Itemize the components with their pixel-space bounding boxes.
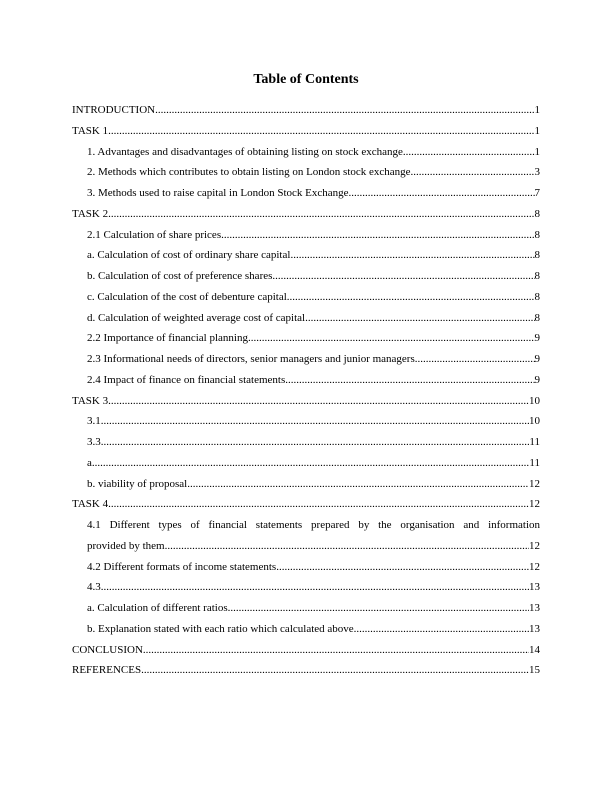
toc-entry[interactable] bbox=[72, 660, 540, 681]
toc-entry[interactable] bbox=[72, 162, 540, 183]
toc-entry-label: 4.2 Different formats of income statements bbox=[87, 560, 277, 573]
toc-leader-dots bbox=[354, 619, 529, 640]
toc-page-number: 12 bbox=[529, 539, 540, 552]
toc-entry-label: 4.3 bbox=[87, 581, 101, 594]
toc-entry-label: 3. Methods used to raise capital in London Stock Exchange bbox=[87, 187, 349, 199]
toc-leader-dots bbox=[155, 100, 534, 121]
toc-page-number: 8 bbox=[534, 228, 540, 241]
toc-entry-label: d. Calculation of weighted average cost of capital bbox=[87, 311, 306, 324]
toc-leader-dots bbox=[305, 308, 534, 329]
toc-entry-label: 2.3 Informational needs of directors, senior managers and junior managers bbox=[87, 353, 415, 365]
toc-page-number: 8 bbox=[534, 207, 540, 220]
toc-entry[interactable] bbox=[72, 121, 540, 142]
toc-page-number: 7 bbox=[534, 187, 540, 199]
page-title: Table of Contents bbox=[253, 72, 359, 87]
toc-entry[interactable] bbox=[72, 557, 540, 578]
toc-entry[interactable] bbox=[72, 287, 540, 308]
toc-entry[interactable] bbox=[72, 640, 540, 661]
toc-entry[interactable] bbox=[72, 432, 540, 453]
toc-entry[interactable] bbox=[72, 204, 540, 225]
toc-entry-label: CONCLUSION bbox=[72, 643, 143, 656]
toc-leader-dots bbox=[108, 391, 529, 412]
toc-entry[interactable] bbox=[72, 453, 540, 474]
toc-leader-dots bbox=[101, 411, 529, 432]
toc-entry[interactable] bbox=[72, 349, 540, 370]
toc-entry-label: b. Explanation stated with each ratio which calculated above bbox=[87, 622, 354, 635]
toc-entry-label: TASK 3 bbox=[72, 394, 109, 407]
toc-entry-label: 1. Advantages and disadvantages of obtaining listing on stock exchange bbox=[87, 145, 403, 158]
toc-leader-dots bbox=[290, 245, 534, 266]
toc-leader-dots bbox=[248, 328, 535, 349]
toc-entry-label: 3.3 bbox=[87, 436, 101, 448]
toc-leader-dots bbox=[415, 349, 535, 370]
toc-page-number: 3 bbox=[534, 166, 540, 179]
toc-leader-dots bbox=[287, 287, 535, 308]
toc-entry[interactable] bbox=[72, 142, 540, 163]
toc-page-number: 13 bbox=[529, 602, 540, 614]
toc-entry-label: b. viability of proposal bbox=[87, 477, 188, 490]
toc-leader-dots bbox=[285, 370, 534, 391]
toc-entry[interactable] bbox=[72, 100, 540, 121]
toc-entry-label: 2.4 Impact of finance on financial statements bbox=[87, 373, 286, 386]
toc-leader-dots bbox=[95, 453, 530, 474]
toc-page-number: 10 bbox=[529, 394, 540, 407]
toc-leader-dots bbox=[108, 121, 534, 142]
toc-leader-dots bbox=[349, 183, 535, 204]
toc-entry-label: c. Calculation of the cost of debenture capital bbox=[87, 290, 287, 303]
toc-page-number: 8 bbox=[534, 290, 540, 303]
table-of-contents bbox=[72, 100, 540, 681]
toc-entry-label: b. Calculation of cost of preference shares bbox=[87, 270, 273, 282]
toc-page-number: 1 bbox=[534, 124, 540, 137]
toc-leader-dots bbox=[403, 142, 535, 163]
toc-page-number: 9 bbox=[534, 373, 540, 386]
toc-page-number: 12 bbox=[529, 560, 540, 573]
toc-entry-label: TASK 4 bbox=[72, 498, 109, 511]
toc-page-number: 9 bbox=[534, 332, 540, 345]
toc-entry[interactable] bbox=[72, 245, 540, 266]
toc-page-number: 11 bbox=[529, 456, 540, 469]
toc-leader-dots bbox=[276, 557, 529, 578]
toc-leader-dots bbox=[143, 640, 529, 661]
toc-entry-label: 3.1 bbox=[87, 415, 101, 428]
toc-entry[interactable] bbox=[72, 474, 540, 495]
toc-entry[interactable] bbox=[72, 598, 540, 619]
toc-page-number: 13 bbox=[529, 581, 540, 594]
toc-page-number: 1 bbox=[534, 145, 540, 158]
toc-entry-label: 2.2 Importance of financial planning bbox=[87, 332, 248, 345]
toc-page-number: 15 bbox=[529, 664, 540, 677]
toc-entry[interactable] bbox=[72, 619, 540, 640]
toc-entry-label: TASK 2 bbox=[72, 207, 109, 220]
toc-entry[interactable] bbox=[72, 225, 540, 246]
toc-leader-dots bbox=[165, 536, 529, 557]
toc-page-number: 10 bbox=[529, 415, 540, 428]
toc-entry-label: 2. Methods which contributes to obtain listing on London stock exchange bbox=[87, 166, 411, 179]
toc-entry[interactable] bbox=[72, 494, 540, 515]
toc-entry[interactable] bbox=[72, 183, 540, 204]
toc-page-number: 13 bbox=[529, 622, 540, 635]
toc-page-number: 9 bbox=[534, 353, 540, 365]
toc-entry-label-line2: provided by them bbox=[87, 539, 165, 552]
toc-page-number: 11 bbox=[529, 436, 540, 448]
toc-entry-label: a. Calculation of different ratios bbox=[87, 602, 228, 614]
toc-page-number: 14 bbox=[529, 643, 540, 656]
toc-leader-dots bbox=[101, 577, 529, 598]
toc-leader-dots bbox=[221, 225, 534, 246]
toc-entry[interactable] bbox=[72, 308, 540, 329]
toc-page-number: 12 bbox=[529, 477, 540, 490]
toc-entry[interactable] bbox=[72, 391, 540, 412]
toc-leader-dots bbox=[411, 162, 535, 183]
toc-page-number: 8 bbox=[534, 270, 540, 282]
toc-entry-label: INTRODUCTION bbox=[72, 104, 156, 116]
toc-entry[interactable] bbox=[72, 370, 540, 391]
toc-entry[interactable] bbox=[72, 411, 540, 432]
toc-leader-dots bbox=[108, 204, 534, 225]
toc-entry[interactable] bbox=[72, 328, 540, 349]
toc-entry-label: a. bbox=[87, 456, 95, 469]
toc-leader-dots bbox=[101, 432, 530, 453]
toc-leader-dots bbox=[228, 598, 529, 619]
toc-page-number: 12 bbox=[529, 498, 540, 511]
toc-leader-dots bbox=[141, 660, 529, 681]
toc-leader-dots bbox=[187, 474, 529, 495]
toc-entry[interactable] bbox=[72, 266, 540, 287]
toc-leader-dots bbox=[272, 266, 534, 287]
toc-page-number: 1 bbox=[534, 104, 540, 116]
toc-entry-label-line1: 4.1 Different types of financial statements prepared by the organisation and information bbox=[87, 519, 540, 531]
toc-entry-label: a. Calculation of cost of ordinary share capital bbox=[87, 249, 291, 262]
toc-entry-label: TASK 1 bbox=[72, 124, 109, 137]
toc-leader-dots bbox=[108, 494, 529, 515]
toc-entry[interactable] bbox=[72, 577, 540, 598]
toc-entry-wrapped[interactable] bbox=[72, 515, 540, 557]
toc-entry-label: 2.1 Calculation of share prices bbox=[87, 228, 222, 241]
toc-page-number: 8 bbox=[534, 311, 540, 324]
toc-page-number: 8 bbox=[534, 249, 540, 262]
toc-entry-label: REFERENCES bbox=[72, 664, 142, 677]
